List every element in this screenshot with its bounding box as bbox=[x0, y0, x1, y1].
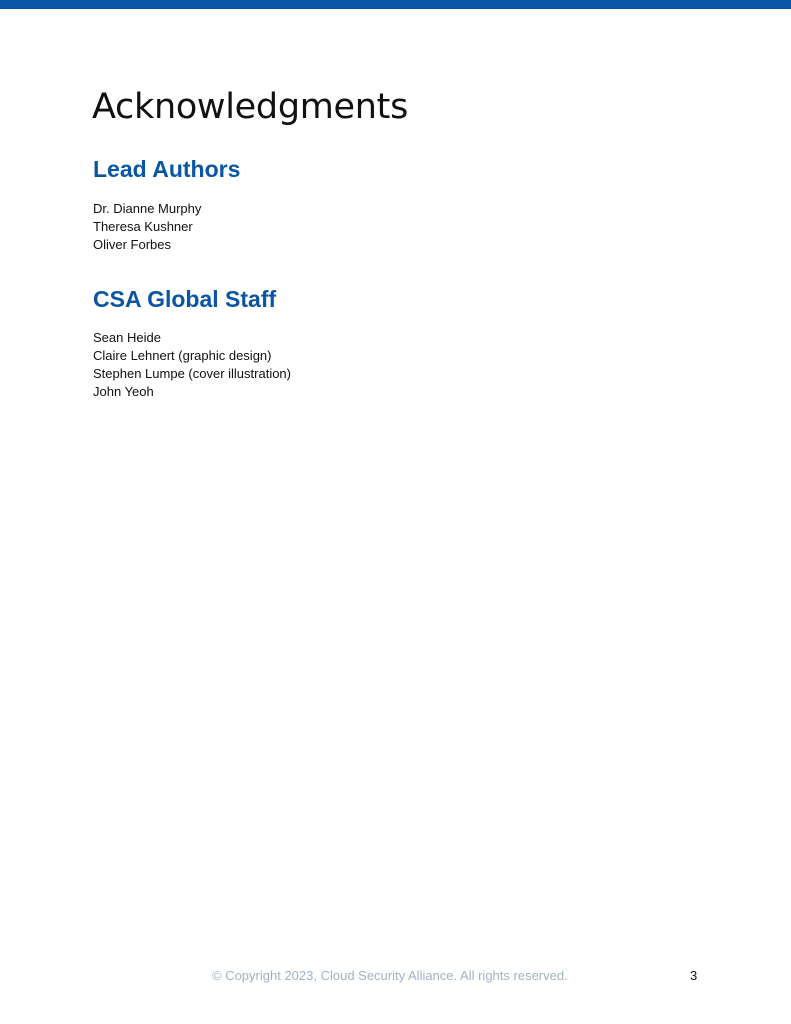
list-item: John Yeoh bbox=[93, 384, 154, 399]
footer-copyright: © Copyright 2023, Cloud Security Alliance. All rights reserved. bbox=[212, 968, 568, 983]
section-heading-csa-global-staff: CSA Global Staff bbox=[93, 286, 277, 312]
list-item: Claire Lehnert (graphic design) bbox=[93, 348, 272, 363]
page-number: 3 bbox=[690, 968, 698, 983]
list-item: Oliver Forbes bbox=[93, 237, 172, 252]
header-accent-bar bbox=[0, 0, 791, 9]
list-item: Theresa Kushner bbox=[93, 219, 193, 234]
list-item: Stephen Lumpe (cover illustration) bbox=[93, 366, 291, 381]
csa-global-staff-list bbox=[93, 329, 291, 401]
list-item: Dr. Dianne Murphy bbox=[93, 201, 202, 216]
page-title: Acknowledgments bbox=[92, 87, 409, 127]
list-item: Sean Heide bbox=[93, 330, 161, 345]
lead-authors-list bbox=[93, 200, 201, 254]
section-heading-lead-authors: Lead Authors bbox=[93, 156, 241, 182]
